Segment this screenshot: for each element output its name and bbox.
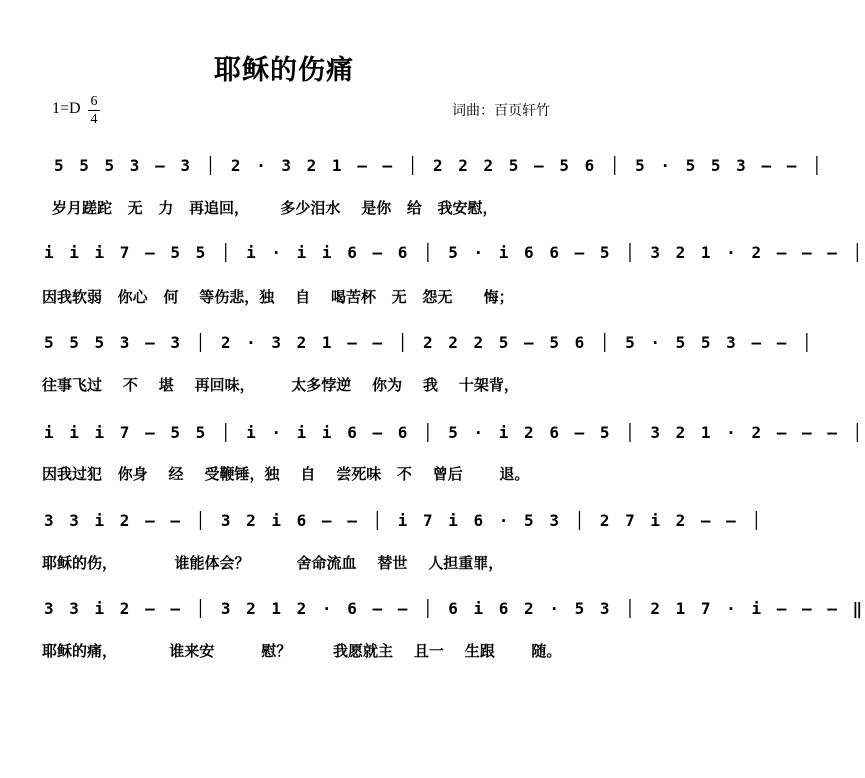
- meter-top: 6: [90, 94, 98, 109]
- time-signature: [88, 94, 100, 127]
- notation-line: 3 3 i 2 – – │ 3 2 1 2 · 6 – – │ 6 i 6 2 · 5 3 │ 2 1 7 · i – – – ‖: [44, 599, 865, 618]
- notation-line: 5 5 5 3 – 3 │ 2 · 3 2 1 – – │ 2 2 2 5 – 5 6 │ 5 · 5 5 3 – – │: [54, 156, 825, 175]
- notation-line: 5 5 5 3 – 3 │ 2 · 3 2 1 – – │ 2 2 2 5 – 5 6 │ 5 · 5 5 3 – – │: [44, 333, 815, 352]
- key-signature: 1=D: [52, 100, 81, 117]
- notation-line: i i i 7 – 5 5 │ i · i i 6 – 6 │ 5 · i 2 6 – 5 │ 3 2 1 · 2 – – – │: [44, 423, 865, 442]
- credit-line: 词曲：百页轩竹: [452, 103, 550, 119]
- lyric-line: 因我过犯 你身 经 受鞭锤，独 自 尝死味 不 曾后 退。: [42, 465, 530, 483]
- notation-line: i i i 7 – 5 5 │ i · i i 6 – 6 │ 5 · i 6 6 – 5 │ 3 2 1 · 2 – – – │: [44, 243, 865, 262]
- lyric-line: 往事飞过 不 堪 再回味， 太多悖逆 你为 我 十架背，: [42, 376, 519, 394]
- lyric-line: 耶稣的痛， 谁来安 慰？ 我愿就主 且一 生跟 随。: [42, 642, 562, 660]
- notation-line: 3 3 i 2 – – │ 3 2 i 6 – – │ i 7 i 6 · 5 3 │ 2 7 i 2 – – │: [44, 511, 765, 530]
- lyric-line: 因我软弱 你心 何 等伤悲，独 自 喝苦杯 无 怨无 悔；: [42, 288, 514, 306]
- lyric-line: 耶稣的伤， 谁能体会？ 舍命流血 替世 人担重罪，: [42, 554, 504, 572]
- meter-bottom: 4: [90, 112, 98, 127]
- lyric-line: 岁月蹉跎 无 力 再追回， 多少泪水 是你 给 我安慰，: [52, 199, 498, 217]
- song-title: 耶稣的伤痛: [214, 55, 354, 86]
